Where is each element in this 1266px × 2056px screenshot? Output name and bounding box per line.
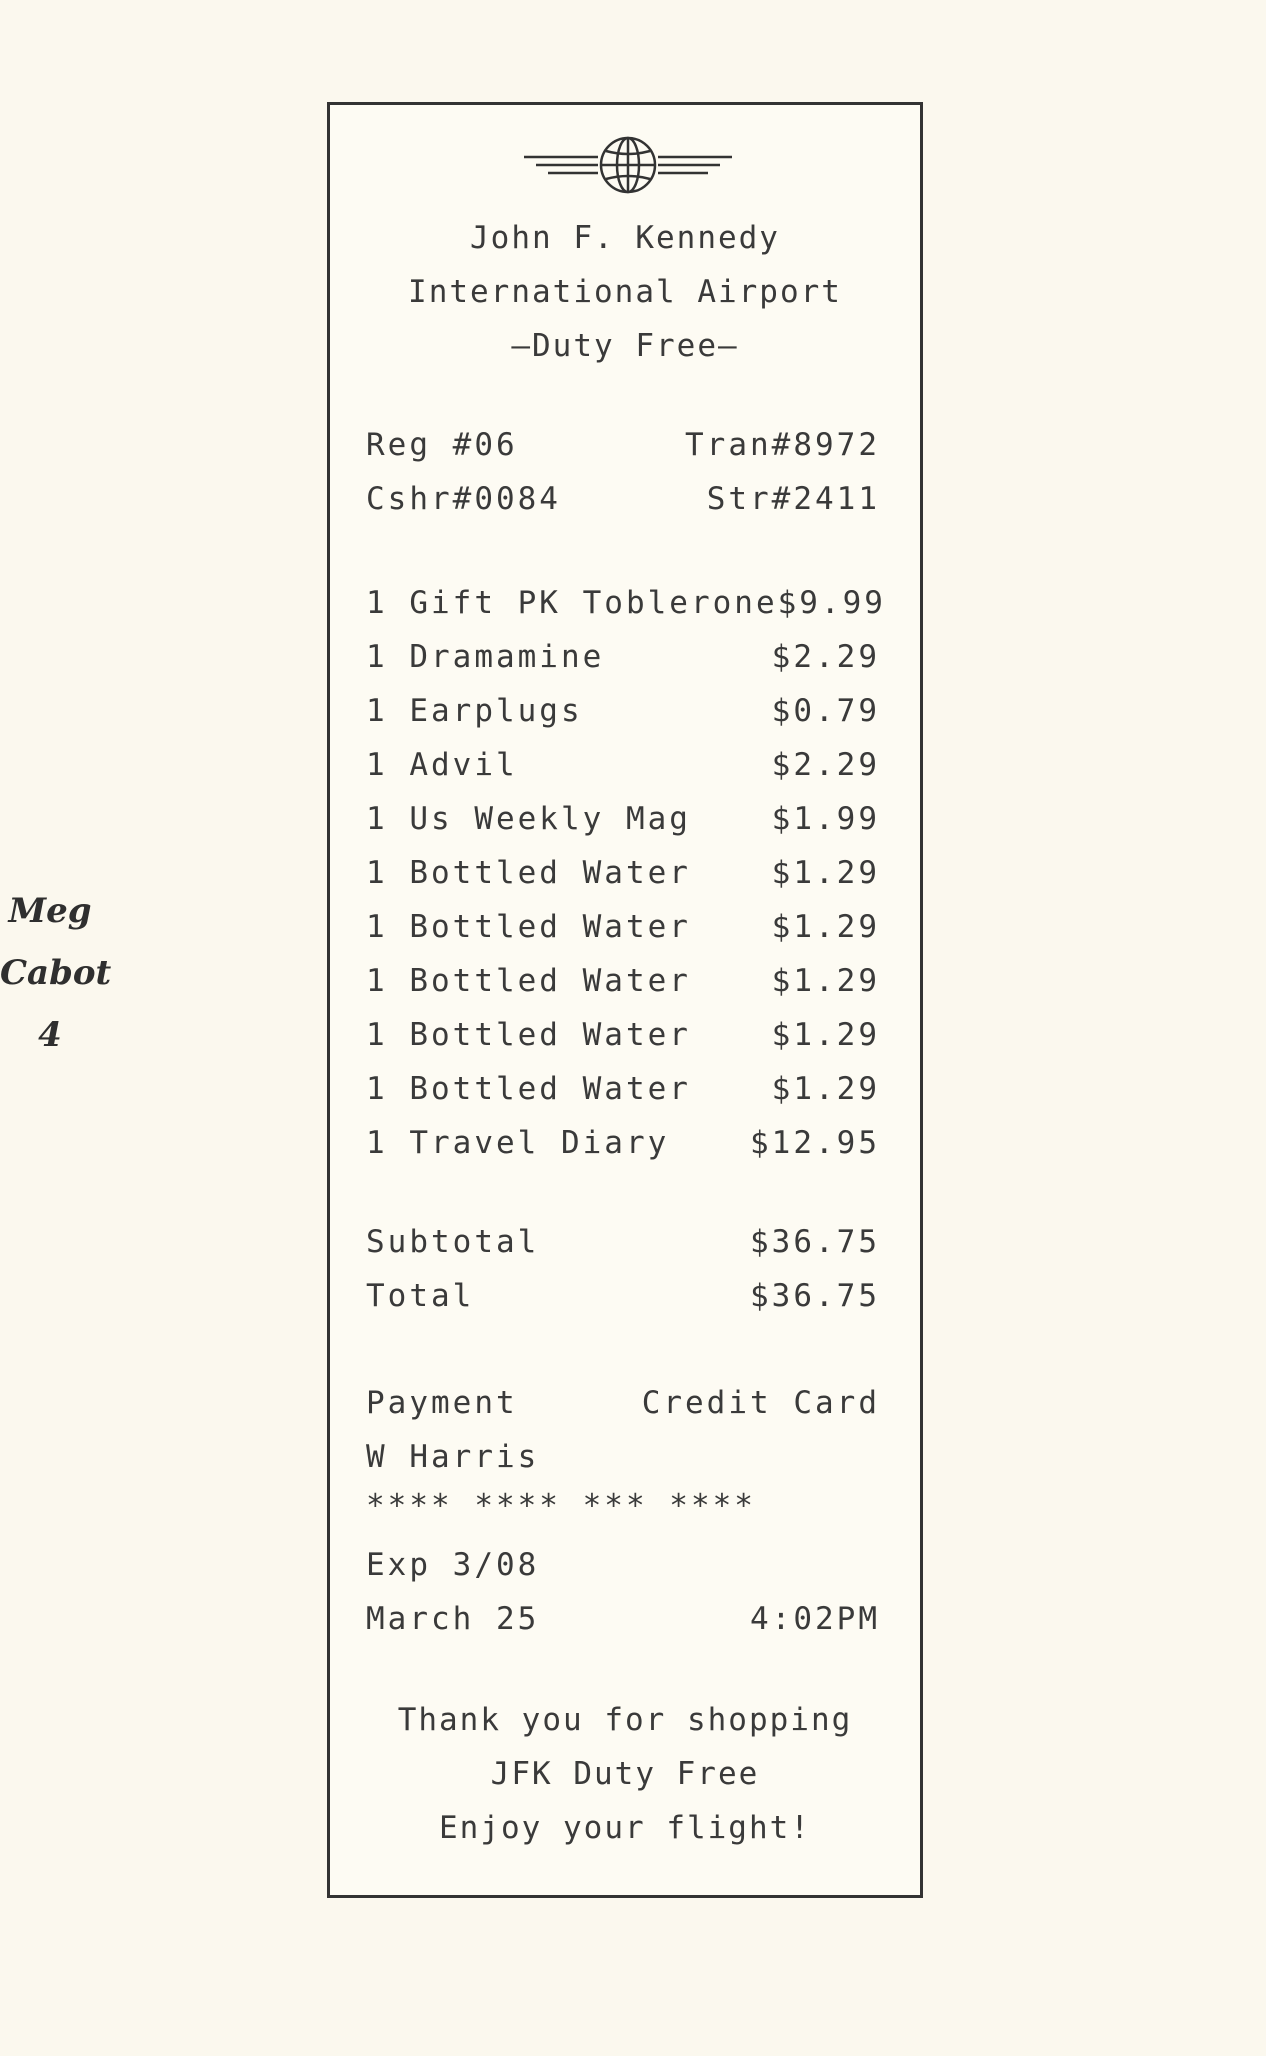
total-label: Total — [366, 1278, 475, 1314]
datetime-row — [366, 1592, 880, 1646]
total-value: $36.75 — [750, 1278, 880, 1314]
line-item — [366, 630, 880, 684]
item-price: $1.29 — [771, 963, 880, 999]
item-description: 1 Bottled Water — [366, 1071, 691, 1107]
margin-note-author-first: Meg — [8, 891, 92, 931]
footer-line-1: Thank you for shopping — [397, 1702, 853, 1738]
cardholder-name: W Harris — [366, 1439, 540, 1475]
item-description: 1 Bottled Water — [366, 1017, 691, 1053]
line-item — [366, 954, 880, 1008]
footer-line-2: JFK Duty Free — [490, 1756, 760, 1792]
payment-label: Payment — [366, 1385, 518, 1421]
expiry-row — [366, 1538, 880, 1592]
header-line-1: John F. Kennedy — [470, 220, 780, 256]
meta-row-1 — [366, 418, 880, 472]
winged-globe-icon — [520, 135, 736, 199]
footer-line-3: Enjoy your flight! — [439, 1810, 811, 1846]
card-number-mask: **** **** *** **** — [366, 1488, 756, 1524]
meta-row-2 — [366, 472, 880, 526]
register-number: Reg #06 — [366, 427, 518, 463]
item-price: $1.99 — [771, 801, 880, 837]
item-price: $1.29 — [771, 1017, 880, 1053]
subtotal-label: Subtotal — [366, 1224, 540, 1260]
header-line-2: International Airport — [408, 274, 842, 310]
item-description: 1 Bottled Water — [366, 963, 691, 999]
subtotal-value: $36.75 — [750, 1224, 880, 1260]
line-item — [366, 846, 880, 900]
item-price: $0.79 — [771, 693, 880, 729]
item-price: $1.29 — [771, 855, 880, 891]
line-item — [366, 1062, 880, 1116]
header-line-3: —Duty Free— — [511, 328, 739, 364]
line-item — [366, 900, 880, 954]
item-price: $1.29 — [771, 909, 880, 945]
item-description: 1 Gift PK Toblerone — [366, 585, 778, 621]
item-description: 1 Us Weekly Mag — [366, 801, 691, 837]
item-description: 1 Travel Diary — [366, 1125, 670, 1161]
line-item — [366, 1116, 880, 1170]
item-description: 1 Earplugs — [366, 693, 583, 729]
item-price: $1.29 — [771, 1071, 880, 1107]
store-number: Str#2411 — [706, 481, 880, 517]
card-expiry: Exp 3/08 — [366, 1547, 540, 1583]
receipt-footer — [330, 1693, 920, 1855]
total-row — [366, 1269, 880, 1323]
purchase-time: 4:02PM — [750, 1601, 880, 1637]
item-description: 1 Dramamine — [366, 639, 605, 675]
purchase-date: March 25 — [366, 1601, 540, 1637]
receipt — [327, 102, 923, 1898]
item-price: $2.29 — [771, 639, 880, 675]
line-item — [366, 576, 886, 630]
item-price: $12.95 — [750, 1125, 880, 1161]
line-item — [366, 738, 880, 792]
cardholder-row — [366, 1430, 880, 1484]
item-price: $2.29 — [771, 747, 880, 783]
card-mask-row — [366, 1479, 880, 1533]
subtotal-row — [366, 1215, 880, 1269]
transaction-number: Tran#8972 — [685, 427, 880, 463]
payment-method: Credit Card — [641, 1385, 880, 1421]
item-description: 1 Advil — [366, 747, 518, 783]
line-item — [366, 684, 880, 738]
margin-note-author-last: Cabot — [0, 953, 112, 993]
margin-note — [0, 880, 112, 1066]
line-item — [366, 1008, 880, 1062]
store-header — [330, 211, 920, 373]
item-description: 1 Bottled Water — [366, 855, 691, 891]
item-description: 1 Bottled Water — [366, 909, 691, 945]
line-item — [366, 792, 880, 846]
item-price: $9.99 — [777, 585, 886, 621]
cashier-number: Cshr#0084 — [366, 481, 561, 517]
margin-note-page-number: 4 — [38, 1015, 62, 1055]
payment-row — [366, 1376, 880, 1430]
